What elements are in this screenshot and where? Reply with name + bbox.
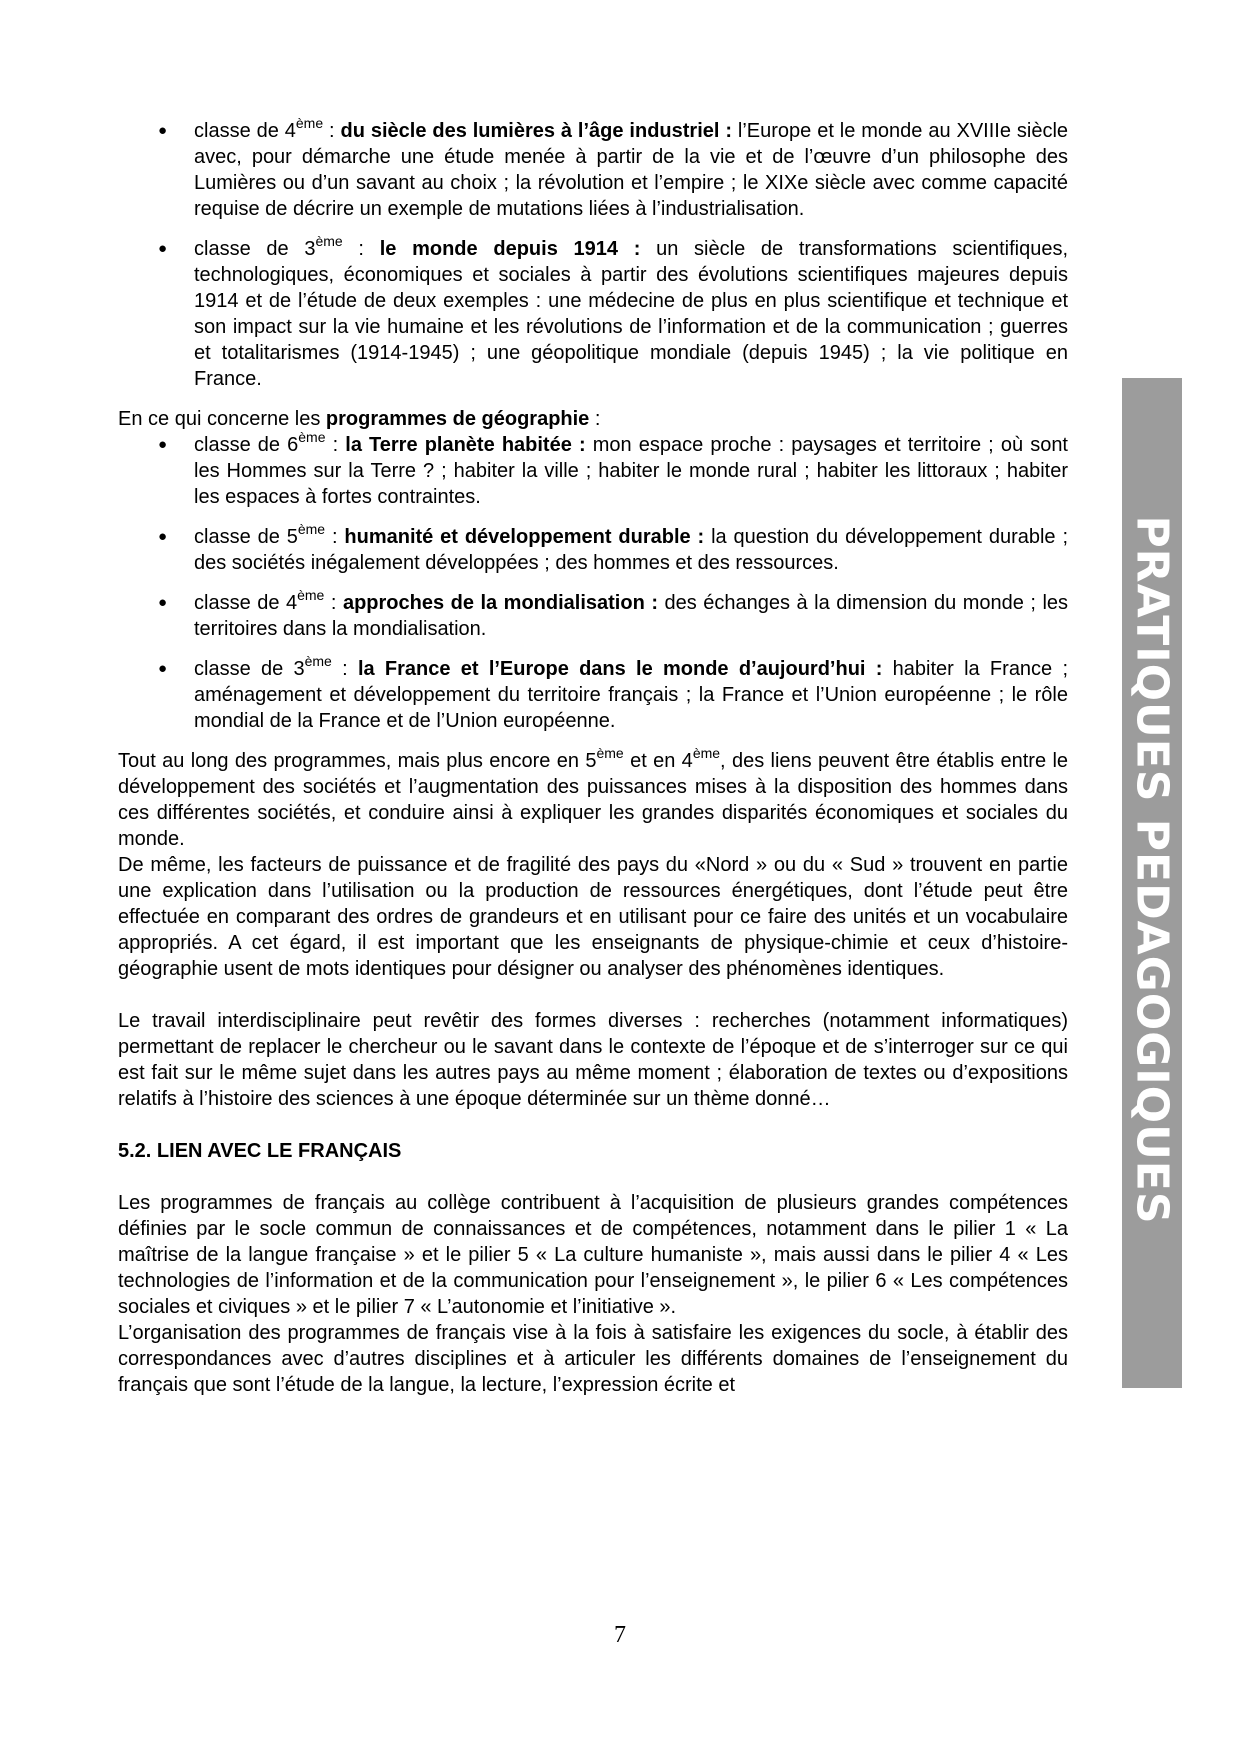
paragraph-de-meme: De même, les facteurs de puissance et de fragilité des pays du «Nord » ou du « Sud » trouvent en partie une explication dans l’utilisation ou la production de ressources énergétiques, dont l’étude peut être effectuée en comparant des ordres de grandeurs et en utilisant pour ce faire des unités et un vocabulaire appropriés. A cet égard, il est important que les enseignants de physique-chimie et ceux d’histoire-géographie usent de mots identiques pour désigner ou analyser des phénomènes identiques. bbox=[118, 854, 1068, 980]
paragraph-programmes-francais: Les programmes de français au collège contribuent à l’acquisition de plusieurs grandes compétences définies par le socle commun de connaissances et de compétences, notamment dans le pilier 1 « La maîtrise de la langue française » et le pilier 5 « La culture humaniste », mais aussi dans le pilier 4 « Les technologies de l’information et de la communication pour l’enseignement », le pilier 6 « Les compétences sociales et civiques » et le pilier 7 « L’autonomie et l’initiative ». bbox=[118, 1192, 1068, 1318]
bullet-icon: ● bbox=[158, 122, 168, 139]
section-heading: 5.2. LIEN AVEC LE FRANÇAIS bbox=[118, 1140, 402, 1162]
list-item: ● classe de 4ème : approches de la mondialisation : des échanges à la dimension du monde ; les territoires dans la mondialisation. bbox=[158, 587, 1069, 640]
page-content bbox=[118, 115, 1069, 1398]
page-number: 7 bbox=[614, 1622, 626, 1648]
list-item: ● classe de 4ème : du siècle des lumières à l’âge industriel : l’Europe et le monde au XVIIIe siècle avec, pour démarche une étude menée à partir de la vie et de l’œuvre d’un philosophe des Lumières ou d’un savant au choix ; la révolution et l’empire ; le XIXe siècle avec comme capacité requise de décrire un exemple de mutations liées à l’industrialisation. bbox=[158, 115, 1069, 220]
spacer bbox=[118, 982, 1068, 1008]
sidebar-label: PRATIQUES PEDAGOGIQUES bbox=[1126, 515, 1178, 1225]
bullet-icon: ● bbox=[158, 660, 168, 677]
paragraph-organisation: L’organisation des programmes de français vise à la fois à satisfaire les exigences du socle, à établir des correspondances avec d’autres disciplines et à articuler les différents domaines de l’enseignement du français que sont l’étude de la langue, la lecture, l’expression écrite et bbox=[118, 1322, 1068, 1396]
paragraph-travail-interdisciplinaire: Le travail interdisciplinaire peut revêtir des formes diverses : recherches (notamment informatiques) permettant de replacer le chercheur ou le savant dans le contexte de l’époque et de s’interroger sur ce qui est fait sur le même sujet dans les autres pays au même moment ; élaboration de textes ou d’expositions relatifs à l’histoire des sciences à une époque déterminée sur un thème donné… bbox=[118, 1010, 1068, 1110]
spacer bbox=[118, 1112, 1068, 1138]
bullet-icon: ● bbox=[158, 528, 168, 545]
bullet-icon: ● bbox=[158, 594, 168, 611]
bullet-icon: ● bbox=[158, 436, 168, 453]
paragraph-tout-au-long: Tout au long des programmes, mais plus encore en 5ème et en 4ème, des liens peuvent être établis entre le développement des sociétés et l’augmentation des puissances mises à la disposition des hommes dans ces différentes sociétés, et conduire ainsi à expliquer les grandes disparités économiques et sociales du monde. bbox=[118, 745, 1069, 850]
history-bullet-list bbox=[118, 115, 1069, 392]
list-item: ● classe de 3ème : le monde depuis 1914 : un siècle de transformations scientifiques, technologiques, économiques et sociales à partir des évolutions scientifiques majeures depuis 1914 et de l’étude de deux exemples : une médecine de plus en plus scientifique et technique et son impact sur la vie humaine et les révolutions de l’information et de la communication ; guerres et totalitarismes (1914-1945) ; une géopolitique mondiale (depuis 1945) ; la vie politique en France. bbox=[158, 233, 1069, 390]
list-item: ● classe de 6ème : la Terre planète habitée : mon espace proche : paysages et territoire ; où sont les Hommes sur la Terre ? ; habiter la ville ; habiter le monde rural ; habiter les littoraux ; habiter les espaces à fortes contraintes. bbox=[158, 429, 1068, 508]
list-item: ● classe de 5ème : humanité et développement durable : la question du développement durable ; des sociétés inégalement développées ; des hommes et des ressources. bbox=[158, 521, 1068, 574]
geo-intro: En ce qui concerne les programmes de géographie : bbox=[118, 408, 601, 430]
spacer bbox=[118, 1164, 1068, 1190]
bullet-icon: ● bbox=[158, 240, 168, 257]
geo-bullet-list bbox=[118, 429, 1069, 734]
list-item: ● classe de 3ème : la France et l’Europe dans le monde d’aujourd’hui : habiter la France ; aménagement et développement du territoire français ; la France et l’Union européenne ; le rôle mondial de la France et de l’Union européenne. bbox=[158, 653, 1069, 732]
